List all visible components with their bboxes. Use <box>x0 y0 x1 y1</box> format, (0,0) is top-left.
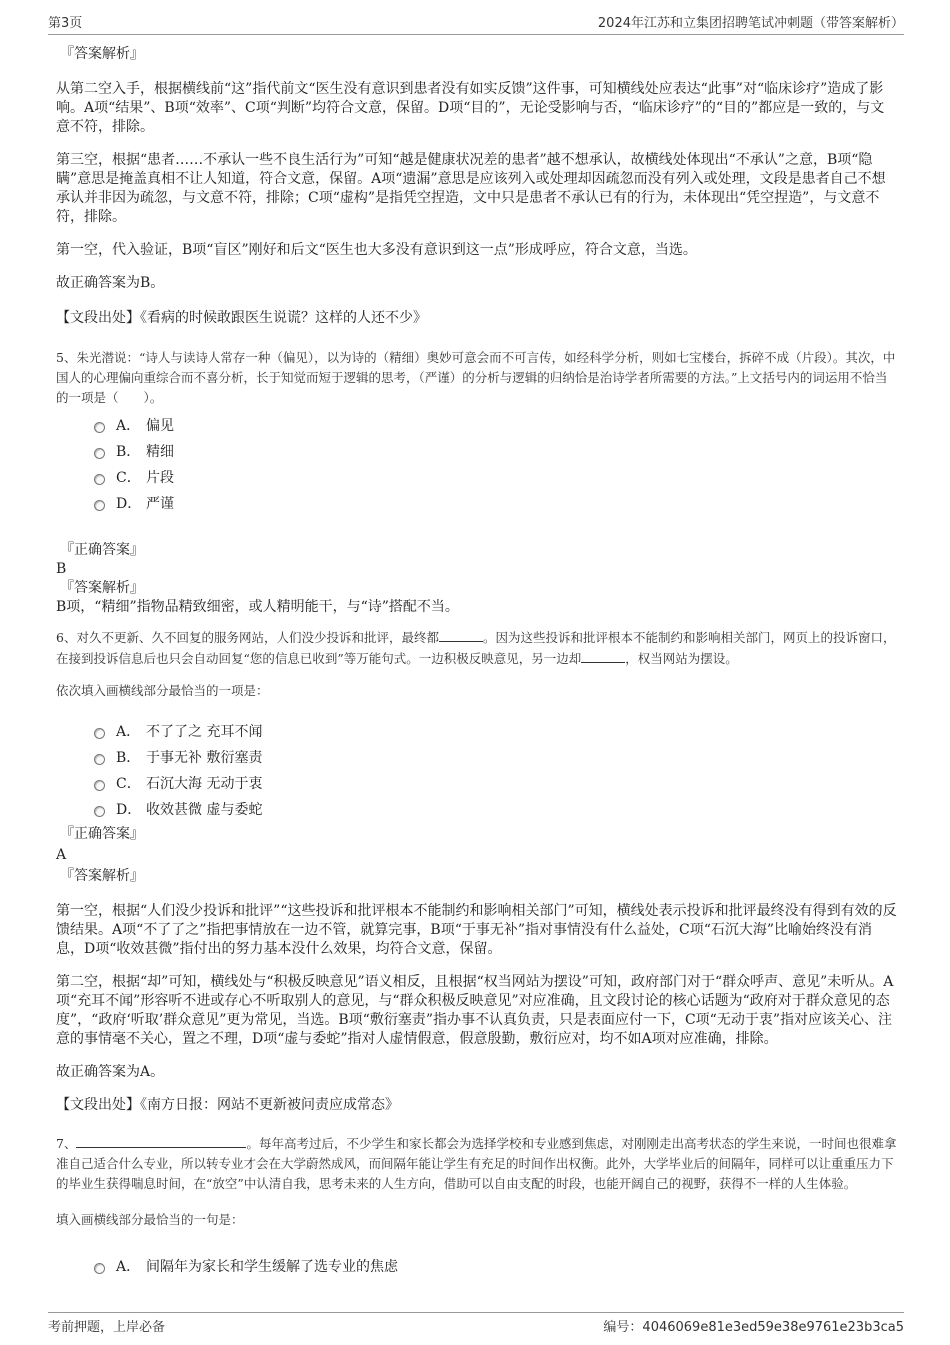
option-c[interactable] <box>56 465 898 491</box>
option-list <box>56 719 898 823</box>
option-d[interactable] <box>56 491 898 517</box>
analysis-paragraph: 第二空，根据“却”可知，横线处与“积极反映意见”语义相反，且根据“权当网站为摆设”可知，政府部门对于“群众呼声、意见”未听从。A项“充耳不闻”形容听不进或存心不听取别人的意见，与“群众积极反映意见”对应准确，且文段讨论的核心话题为“政府对于群众意见的态度”，“政府‘听取’群众意见”更为常见，当选。B项“敷衍塞责”指办事不认真负责，只是表面应付一下，C项“无动于衷”指对应该关心、注意的事情毫不关心，置之不理，D项“虚与委蛇”指对人虚情假意，假意殷勤，敷衍应对，均不如A项对应准确，排除。 <box>56 974 894 1047</box>
option-text: 严谨 <box>146 496 174 512</box>
stem-text: 。每年高考过后，不少学生和家长都会为选择学校和专业感到焦虑，对刚刚走出高考状态的学生来说，一时间也很难拿准自己适合什么专业，所以转专业才会在大学蔚然成风，而间隔年能让学生有充足的时间作出权衡。此外，大学毕业后的间隔年，同样可以让重重压力下的毕业生获得喘息时间，在“放空”中认清自我，思考未来的人生方向，借助可以自由支配的时段，也能开阔自己的视野，获得不一样的人生体验。 <box>56 1136 897 1191</box>
option-text: 片段 <box>146 470 174 486</box>
option-text: 间隔年为家长和学生缓解了选专业的焦虑 <box>146 1259 398 1275</box>
question-6 <box>56 627 898 1115</box>
answer-conclusion: 故正确答案为A。 <box>56 1064 165 1080</box>
option-letter: C． <box>116 470 141 486</box>
option-letter: A． <box>116 1259 141 1275</box>
option-text: 偏见 <box>146 418 174 434</box>
option-text: 收效甚微 虚与委蛇 <box>146 802 263 818</box>
option-text: 精细 <box>146 444 174 460</box>
radio-icon[interactable] <box>94 780 105 791</box>
question-instruction: 依次填入画横线部分最恰当的一项是： <box>56 683 269 698</box>
correct-answer: B <box>56 561 67 577</box>
analysis-paragraph: 第三空，根据“患者……不承认一些不良生活行为”可知“越是健康状况差的患者”越不想承认，故横线处体现出“不承认”之意，B项“隐瞒”意思是掩盖真相不让人知道，符合文意，保留。A项“遗漏”意思是应该列入或处理却因疏忽而没有列入或处理，文段是患者自己不想承认并非因为疏忽，与文意不符，排除；C项“虚构”是指凭空捏造，文中只是患者不承认已有的行为，未体现出“凭空捏造”，与文意不符，排除。 <box>56 152 886 225</box>
radio-icon[interactable] <box>94 1263 105 1274</box>
option-a[interactable] <box>56 1254 898 1280</box>
option-letter: D． <box>116 496 142 512</box>
correct-answer: A <box>56 847 67 863</box>
radio-icon[interactable] <box>94 448 105 459</box>
source-citation: 【文段出处】《南方日报：网站不更新被问责应成常态》 <box>56 1097 399 1113</box>
answer-conclusion: 故正确答案为B。 <box>56 275 165 291</box>
option-letter: A． <box>116 724 141 740</box>
analysis-paragraph: 第一空，根据“人们没少投诉和批评”“这些投诉和批评根本不能制约和影响相关部门”可知，横线处表示投诉和批评最终没有得到有效的反馈结果。A项“不了了之”指把事情放在一边不管，就算完事，B项“于事无补”指对事情没有什么益处，C项“石沉大海”比喻始终没有消息，D项“收效甚微”指付出的努力基本没什么效果，均符合文意，保留。 <box>56 903 897 957</box>
answer-label: 『正确答案』 <box>60 826 144 842</box>
fill-blank <box>76 1133 246 1148</box>
question-instruction: 填入画横线部分最恰当的一句是： <box>56 1212 244 1227</box>
radio-icon[interactable] <box>94 728 105 739</box>
option-d[interactable] <box>56 797 898 823</box>
option-text: 石沉大海 无动于衷 <box>146 776 263 792</box>
radio-icon[interactable] <box>94 474 105 485</box>
fill-blank <box>581 648 625 663</box>
stem-text: 。因为这些投诉和批评根本不能制约和影响相关部门，网页上的投诉窗口，在接到投诉信息后也只会自动回复“您的信息已收到”等万能句式。一边积极反映意见，另一边却 <box>56 630 896 666</box>
option-b[interactable] <box>56 439 898 465</box>
option-text: 于事无补 敷衍塞责 <box>146 750 263 766</box>
page-header <box>48 12 904 35</box>
radio-icon[interactable] <box>94 422 105 433</box>
analysis-label: 『答案解析』 <box>60 580 144 596</box>
option-a[interactable] <box>56 719 898 745</box>
option-letter: A． <box>116 418 141 434</box>
fill-blank <box>439 627 483 642</box>
analysis-paragraph: B项，“精细”指物品精致细密，或人精明能干，与“诗”搭配不当。 <box>56 599 459 615</box>
option-letter: D． <box>116 802 142 818</box>
analysis-paragraph: 第一空，代入验证，B项“盲区”刚好和后文“医生也大多没有意识到这一点”形成呼应，符合文意，当选。 <box>56 242 697 258</box>
radio-icon[interactable] <box>94 500 105 511</box>
document-title: 2024年江苏和立集团招聘笔试冲刺题（带答案解析） <box>597 16 904 31</box>
source-citation: 【文段出处】《看病的时候敢跟医生说谎？这样的人还不少》 <box>56 310 427 326</box>
option-letter: B． <box>116 750 141 766</box>
footer-slogan: 考前押题，上岸必备 <box>48 1320 166 1335</box>
question-stem <box>56 1133 898 1194</box>
option-text: 不了了之 充耳不闻 <box>146 724 263 740</box>
radio-icon[interactable] <box>94 754 105 765</box>
option-list <box>56 413 898 517</box>
page-number: 第3页 <box>48 16 83 31</box>
analysis-label: 『答案解析』 <box>60 46 144 62</box>
page-content <box>56 45 898 1280</box>
question-number: 7、 <box>56 1136 77 1151</box>
analysis-label: 『答案解析』 <box>60 868 144 884</box>
analysis-paragraph: 从第二空入手，根据横线前“这”指代前文“医生没有意识到患者没有如实反馈”这件事，可知横线处应表达“此事”对“临床诊疗”造成了影响。A项“结果”、B项“效率”、C项“判断”均符合文意，保留。D项“目的”，无论受影响与否，“临床诊疗”的“目的”都应是一致的，与文意不符，排除。 <box>56 81 885 135</box>
option-a[interactable] <box>56 413 898 439</box>
q4-analysis <box>56 45 898 328</box>
option-c[interactable] <box>56 771 898 797</box>
answer-label: 『正确答案』 <box>60 542 144 558</box>
stem-text: ，权当网站为摆设。 <box>625 651 738 666</box>
question-stem <box>56 627 898 669</box>
radio-icon[interactable] <box>94 806 105 817</box>
option-letter: C． <box>116 776 141 792</box>
question-5 <box>56 348 898 617</box>
question-7 <box>56 1133 898 1280</box>
document-id: 编号：4046069e81e3ed59e38e9761e23b3ca5 <box>603 1320 904 1335</box>
page-footer <box>48 1312 904 1338</box>
option-b[interactable] <box>56 745 898 771</box>
question-stem: 5、朱光潜说：“诗人与读诗人常存一种（偏见），以为诗的（精细）奥妙可意会而不可言传，如经科学分析，则如七宝楼台，拆碎不成（片段）。其次，中国人的心理偏向重综合而不喜分析，长于知觉而短于逻辑的思考，（严谨）的分析与逻辑的归纳恰是治诗学者所需要的方法。”上文括号内的词运用不恰当的一项是（ ）。 <box>56 350 896 405</box>
stem-text: 6、对久不更新、久不回复的服务网站，人们没少投诉和批评，最终都 <box>56 630 439 645</box>
option-list <box>56 1254 898 1280</box>
option-letter: B． <box>116 444 141 460</box>
